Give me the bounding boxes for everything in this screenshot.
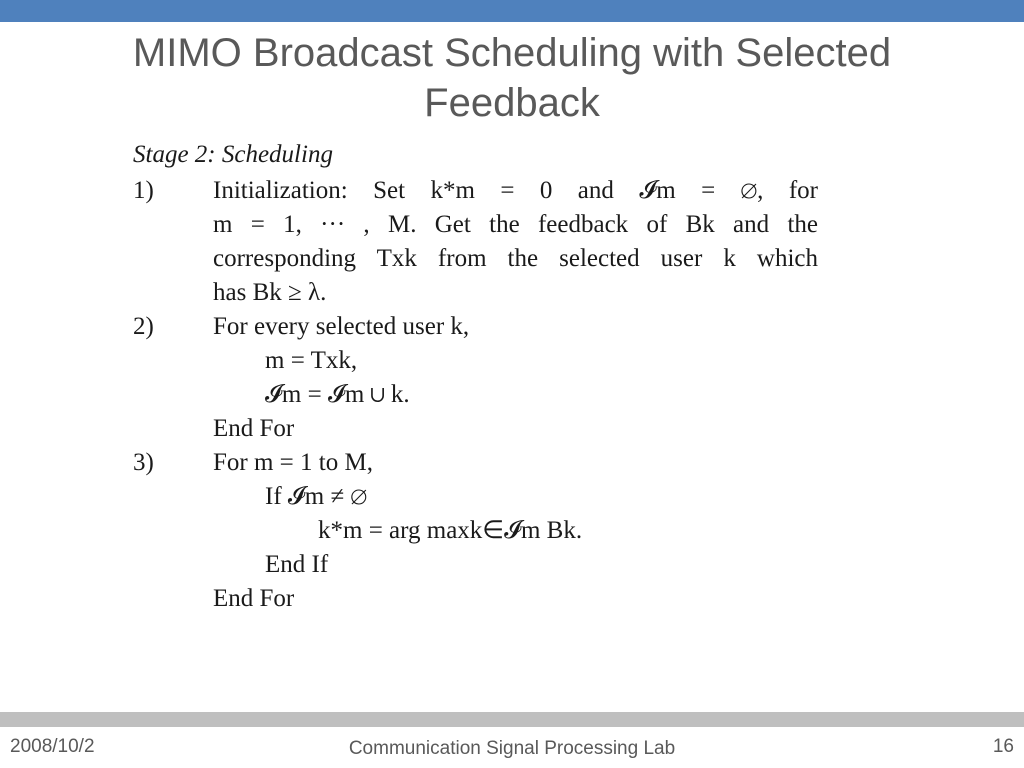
step-2-line-4: End For bbox=[213, 415, 295, 442]
step-1-number: 1) bbox=[133, 177, 154, 204]
slide-title-line-1: MIMO Broadcast Scheduling with Selected bbox=[132, 31, 892, 75]
step-2-line-1: For every selected user k, bbox=[213, 313, 470, 340]
step-3-body bbox=[213, 446, 818, 616]
bottom-bar bbox=[0, 712, 1024, 727]
step-3-line-3: k*m = arg maxk∈𝓘m Bk. bbox=[318, 517, 583, 544]
step-2-number: 2) bbox=[133, 313, 154, 340]
slide-title bbox=[40, 28, 984, 128]
step-2-line-3: 𝓘m = 𝓘m ∪ k. bbox=[265, 381, 410, 408]
step-1-body bbox=[213, 174, 818, 310]
footer-lab-name: Communication Signal Processing Lab bbox=[348, 738, 676, 759]
stage-label: Stage 2: Scheduling bbox=[133, 141, 333, 168]
step-1-line-3: corresponding Txk from the selected user k which bbox=[213, 245, 818, 272]
step-3-line-1: For m = 1 to M, bbox=[213, 449, 373, 476]
step-2 bbox=[133, 310, 823, 446]
footer-date: 2008/10/2 bbox=[10, 736, 95, 757]
slide-title-line-2: Feedback bbox=[424, 81, 600, 125]
step-3 bbox=[133, 446, 823, 616]
top-accent-bar bbox=[0, 0, 1024, 22]
step-1 bbox=[133, 174, 823, 310]
step-1-line-1: Initialization: Set k*m = 0 and 𝓘m = ∅, for bbox=[213, 177, 818, 204]
algorithm-block bbox=[133, 138, 823, 616]
step-3-line-5: End For bbox=[213, 585, 295, 612]
step-3-number: 3) bbox=[133, 449, 154, 476]
step-3-line-2: If 𝓘m ≠ ∅ bbox=[265, 483, 368, 510]
step-3-line-4: End If bbox=[265, 551, 329, 578]
step-2-line-2: m = Txk, bbox=[265, 347, 358, 374]
footer-page-number: 16 bbox=[992, 736, 1014, 757]
step-2-body bbox=[213, 310, 818, 446]
step-1-line-4: has Bk ≥ λ. bbox=[213, 279, 327, 306]
step-1-line-2: m = 1, ··· , M. Get the feedback of Bk and the bbox=[213, 211, 818, 238]
